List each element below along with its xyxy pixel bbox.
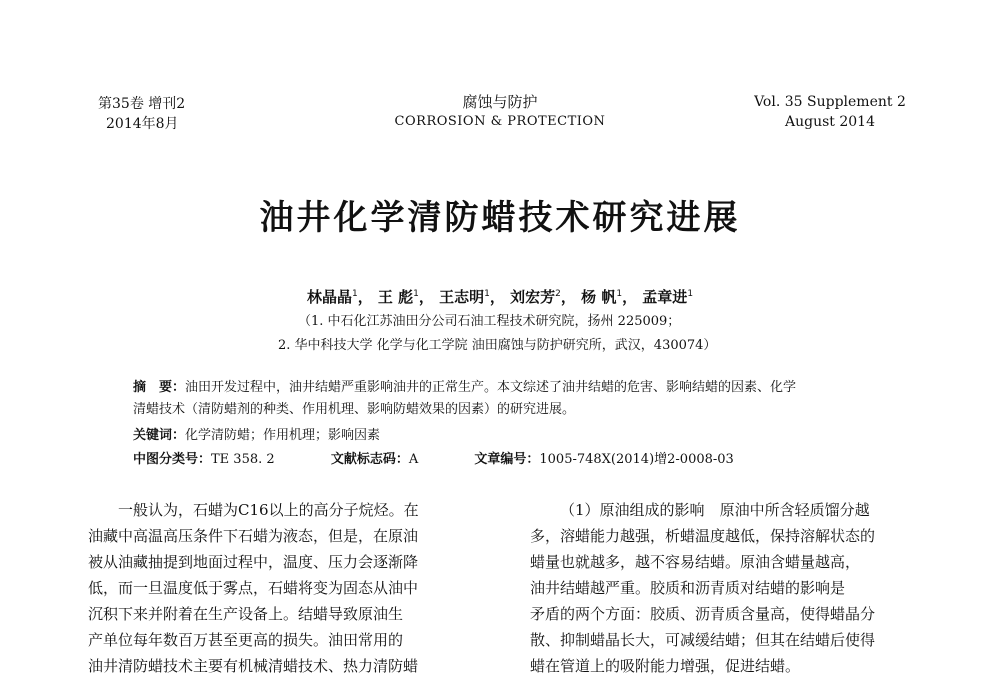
keywords-text: 化学清防蜡；作用机理；影响因素 — [185, 428, 381, 443]
body-line: 一般认为，石蜡为C16以上的高分子烷烃。在 — [118, 501, 419, 519]
body-line: 油井结蜡越严重。胶质和沥青质对结蜡的影响是 — [530, 579, 846, 597]
body-line: 多，溶蜡能力越强，析蜡温度越低，保持溶解状态的 — [530, 527, 876, 545]
classification-line — [133, 450, 893, 470]
journal-name — [380, 92, 620, 132]
abstract-text-line1: 油田开发过程中，油井结蜡严重影响油井的正常生产。本文综述了油井结蜡的危害、影响结蜡的因素、化学 — [185, 380, 797, 395]
author: 孟章进$^1$ — [642, 288, 694, 306]
volume-supplement-en: Vol. 35 Supplement 2 — [754, 94, 906, 110]
body-line: 低，而一旦温度低于雾点，石蜡将变为固态从油中 — [88, 579, 419, 597]
abstract — [133, 378, 893, 398]
abstract-label: 摘 要： — [133, 380, 186, 395]
document-code-label: 文献标志码： — [330, 452, 409, 467]
journal-name-cn: 腐蚀与防护 — [462, 93, 538, 111]
journal-volume-info-en — [730, 92, 930, 132]
article-number-label: 文章编号： — [474, 452, 540, 467]
clc-label: 中图分类号： — [133, 452, 212, 467]
affiliation-2: 2. 华中科技大学 化学与化工学院 油田腐蚀与防护研究所，武汉，430074） — [278, 338, 717, 353]
paper-title: 油井化学清防蜡技术研究进展 — [259, 198, 741, 238]
section-heading: （1）原油组成的影响 — [560, 501, 705, 519]
volume-issue: 第35卷 增刊2 — [98, 96, 186, 112]
affiliation-1: （1. 中石化江苏油田分公司石油工程技术研究院，扬州 225009； — [298, 314, 681, 329]
publication-date: 2014年8月 — [106, 116, 179, 132]
keywords-label: 关键词： — [133, 428, 186, 443]
body-line: 沉积下来并附着在生产设备上。结蜡导致原油生 — [88, 605, 404, 623]
author-list: 林晶晶$^1$， 王 彪$^1$， 王志明$^1$， 刘宏芳$^2$， 杨 帆$^1$， 孟章进$^1$ — [306, 288, 694, 306]
body-column-right — [530, 497, 922, 679]
body-line: 蜡量也就越多，越不容易结蜡。原油含蜡量越高， — [530, 553, 861, 571]
body-line: 产单位每年数百万甚至更高的损失。油田常用的 — [88, 631, 404, 649]
publication-date-en: August 2014 — [785, 114, 875, 130]
author: 王 彪$^1$ — [377, 288, 419, 306]
abstract-text-line2: 清蜡技术（清防蜡剂的种类、作用机理、影响防蜡效果的因素）的研究进展。 — [133, 402, 576, 417]
author: 刘宏芳$^2$ — [510, 288, 561, 306]
body-line: 油井清防蜡技术主要有机械清蜡技术、热力清防蜡 — [88, 657, 419, 675]
body-line: 被从油藏抽提到地面过程中，温度、压力会逐渐降 — [88, 553, 419, 571]
journal-volume-info — [98, 94, 258, 134]
author: 林晶晶$^1$ — [306, 288, 358, 306]
journal-name-en: CORROSION & PROTECTION — [394, 114, 606, 129]
body-line: 蜡在管道上的吸附能力增强，促进结蜡。 — [530, 657, 801, 675]
keywords — [133, 426, 893, 446]
article-number: 1005-748X(2014)增2-0008-03 — [539, 452, 734, 467]
body-column-left — [88, 497, 480, 679]
body-line: 油藏中高温高压条件下石蜡为液态，但是，在原油 — [88, 527, 419, 545]
author: 杨 帆$^1$ — [581, 288, 623, 306]
body-line: 矛盾的两个方面：胶质、沥青质含量高，使得蜡晶分 — [530, 605, 876, 623]
clc-number: TE 358. 2 — [211, 452, 275, 467]
document-code: A — [408, 452, 419, 467]
author: 王志明$^1$ — [439, 288, 490, 306]
body-line: （1）原油组成的影响 原油中所含轻质馏分越 — [560, 501, 870, 519]
body-line: 散、抑制蜡晶长大，可减缓结蜡；但其在结蜡后使得 — [530, 631, 876, 649]
